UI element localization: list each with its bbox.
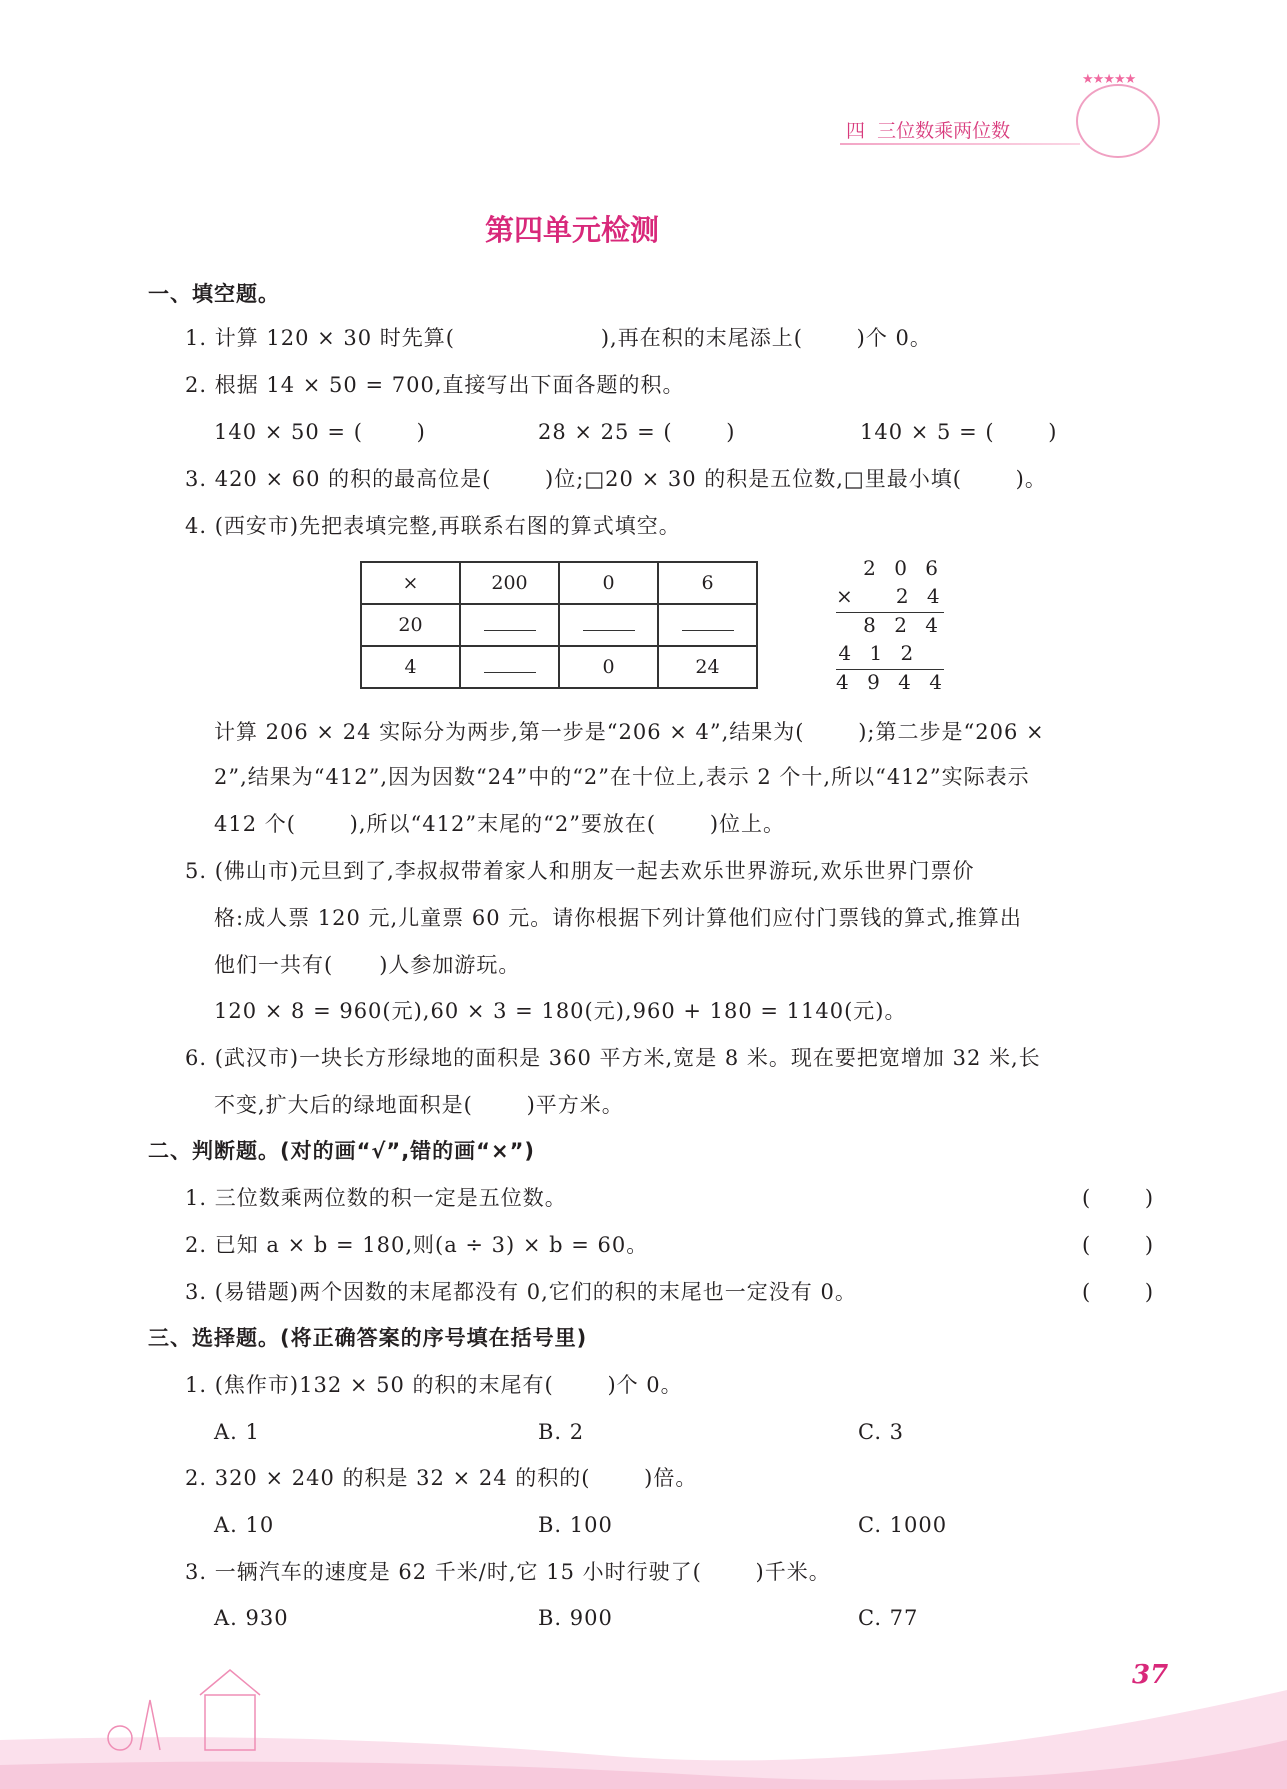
table-cell: 20 [361,604,460,646]
table-blank[interactable] [559,604,658,646]
question-1-4-text: 412 个( ),所以“412”末尾的“2”要放在( )位上。 [214,812,786,836]
question-1-6: 不变,扩大后的绿地面积是( )平方米。 [214,1093,624,1117]
multiplication-table [360,561,758,689]
vm-row: × 2 4 [836,584,944,613]
option: C. 1000 [858,1513,948,1537]
question-1-4-text: 2”,结果为“412”,因为因数“24”中的“2”在十位上,表示 2 个十,所以“412”实际表示 [214,765,1030,789]
section-1-heading: 一、填空题。 [148,282,280,306]
option: C. 77 [858,1606,919,1630]
table-blank[interactable] [460,646,559,688]
chapter-header: 四 三位数乘两位数 [846,120,1011,142]
section-3-heading: 三、选择题。(将正确答案的序号填在括号里) [148,1326,588,1350]
question-1-4: 4. (西安市)先把表填完整,再联系右图的算式填空。 [185,514,681,538]
vertical-multiplication [836,556,948,698]
question-1-5: 他们一共有( )人参加游玩。 [214,953,521,977]
judge-item: 3. (易错题)两个因数的末尾都没有 0,它们的积的末尾也一定没有 0。 [185,1280,857,1304]
option: C. 3 [858,1420,905,1444]
answer-bracket[interactable]: ( ) [1082,1280,1155,1304]
table-cell: 24 [658,646,757,688]
table-header: 6 [658,562,757,604]
choice-question: 3. 一辆汽车的速度是 62 千米/时,它 15 小时行驶了( )千米。 [185,1560,831,1584]
table-blank[interactable] [658,604,757,646]
option: B. 900 [538,1606,613,1630]
question-1-3: 3. 420 × 60 的积的最高位是( )位;□20 × 30 的积是五位数,□里最小填( )。 [185,467,1047,491]
table-header: 0 [559,562,658,604]
brand-logo: ★★★★★ [1076,84,1160,158]
page-title: 第四单元检测 [484,213,659,247]
table-header: × [361,562,460,604]
option: B. 100 [538,1513,613,1537]
table-cell: 4 [361,646,460,688]
header-divider [840,143,1080,145]
question-1-2c: 140 × 5 = ( ) [860,420,1058,444]
table-cell: 0 [559,646,658,688]
question-1-2a: 140 × 50 = ( ) [214,420,426,444]
vm-row: 2 0 6 [863,556,944,580]
option: A. 1 [214,1420,260,1444]
option: A. 10 [214,1513,275,1537]
answer-bracket[interactable]: ( ) [1082,1186,1155,1210]
option: B. 2 [538,1420,585,1444]
question-1-2: 2. 根据 14 × 50 = 700,直接写出下面各题的积。 [185,373,685,397]
question-1-1: 1. 计算 120 × 30 时先算( ),再在积的末尾添上( )个 0。 [185,326,932,350]
table-header: 200 [460,562,559,604]
answer-bracket[interactable]: ( ) [1082,1233,1155,1257]
question-1-2b: 28 × 25 = ( ) [538,420,736,444]
choice-question: 2. 320 × 240 的积是 32 × 24 的积的( )倍。 [185,1466,698,1490]
table-blank[interactable] [460,604,559,646]
page-number: 37 [1132,1660,1169,1690]
question-1-5: 5. (佛山市)元旦到了,李叔叔带着家人和朋友一起去欢乐世界游玩,欢乐世界门票价 [185,859,975,883]
judge-item: 1. 三位数乘两位数的积一定是五位数。 [185,1186,567,1210]
vm-row: 8 2 4 [863,613,944,637]
option: A. 930 [214,1606,289,1630]
choice-question: 1. (焦作市)132 × 50 的积的末尾有( )个 0。 [185,1373,683,1397]
vm-row: 4 1 2 [836,641,944,670]
section-2-heading: 二、判断题。(对的画“√”,错的画“×”) [148,1139,535,1163]
vm-row: 4 9 4 4 [836,670,948,694]
question-1-5: 格:成人票 120 元,儿童票 60 元。请你根据下列计算他们应付门票钱的算式,推算出 [214,906,1022,930]
question-1-6: 6. (武汉市)一块长方形绿地的面积是 360 平方米,宽是 8 米。现在要把宽增加 32 米,长 [185,1046,1041,1070]
decorative-wave-footer [0,1660,1287,1789]
question-1-4-text: 计算 206 × 24 实际分为两步,第一步是“206 × 4”,结果为( );第二步是“206 × [214,720,1045,744]
judge-item: 2. 已知 a × b = 180,则(a ÷ 3) × b = 60。 [185,1233,649,1257]
question-1-5-formula: 120 × 8 = 960(元),60 × 3 = 180(元),960 + 180 = 1140(元)。 [214,999,907,1023]
